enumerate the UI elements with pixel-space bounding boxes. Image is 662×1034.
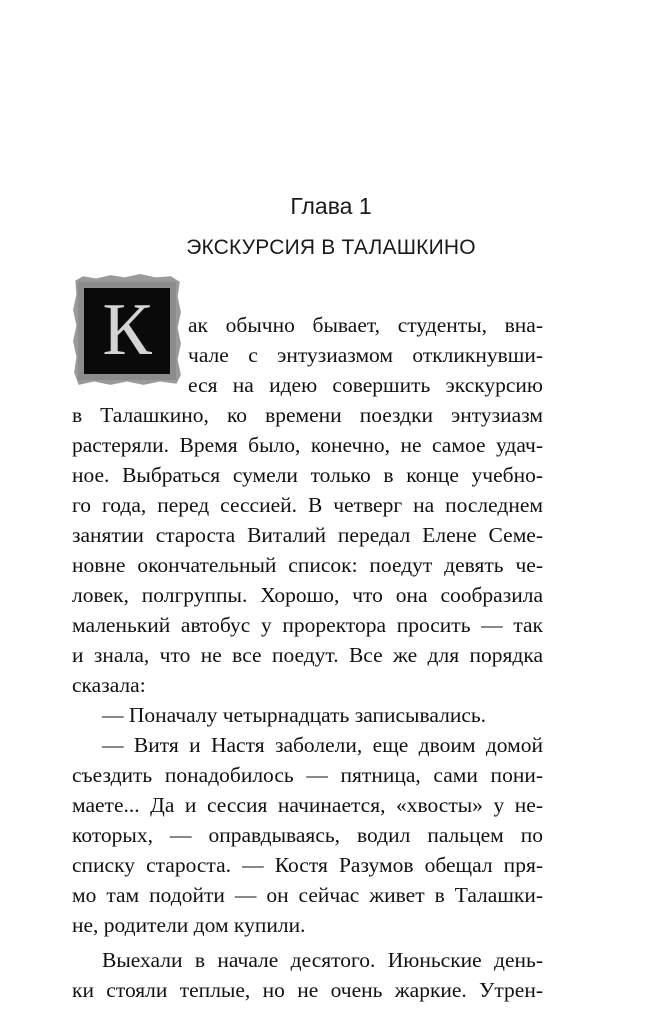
text-line: ак обычно бывает, студенты, вна- [188,313,543,337]
text-line: новне окончательный список: поедут девять че- [72,553,543,577]
text-line: маете... Да и сессия начинается, «хвосты» у не- [72,793,543,817]
text-line: съездить понадобилось — пятница, сами пони- [72,763,543,787]
text-line: — Витя и Настя заболели, еще двоим домой [102,733,543,757]
text-line: списку староста. — Костя Разумов обещал пря- [72,853,543,877]
drop-cap-box [84,288,170,374]
text-line: и знала, что не все поедут. Все же для порядка [72,643,543,667]
text-line: не, родители дом купили. [72,913,306,937]
text-line: маленький автобус у проректора просить — так [72,613,543,637]
text-line: занятии староста Виталий передал Елене Семе- [72,523,543,547]
text-line: Выехали в начале десятого. Июньские день- [102,948,543,972]
text-line: чале с энтузиазмом откликнувши- [188,343,543,367]
text-line: го года, перед сессией. В четверг на последнем [72,493,543,517]
text-line: сказала: [72,673,146,697]
text-line: еся на идею совершить экскурсию [188,373,543,397]
drop-cap [72,274,182,386]
text-line: — Поначалу четырнадцать записывались. [102,703,487,727]
text-line: мо там подойти — он сейчас живет в Талашки- [72,883,543,907]
drop-cap-letter: К [102,289,152,371]
text-line: ки стояли теплые, но не очень жаркие. Утрен- [72,978,543,1002]
chapter-title: ЭКСКУРСИЯ В ТАЛАШКИНО [186,236,476,259]
chapter-number: Глава 1 [290,193,372,219]
text-line: растеряли. Время было, конечно, не самое удач- [72,433,543,457]
text-line: ное. Выбраться сумели только в конце учебно- [72,463,543,487]
text-line: ловек, полгруппы. Хорошо, что она сообразила [72,583,543,607]
text-line: которых, — оправдываясь, водил пальцем по [72,823,543,847]
text-line: в Талашкино, ко времени поездки энтузиазм [72,403,543,427]
